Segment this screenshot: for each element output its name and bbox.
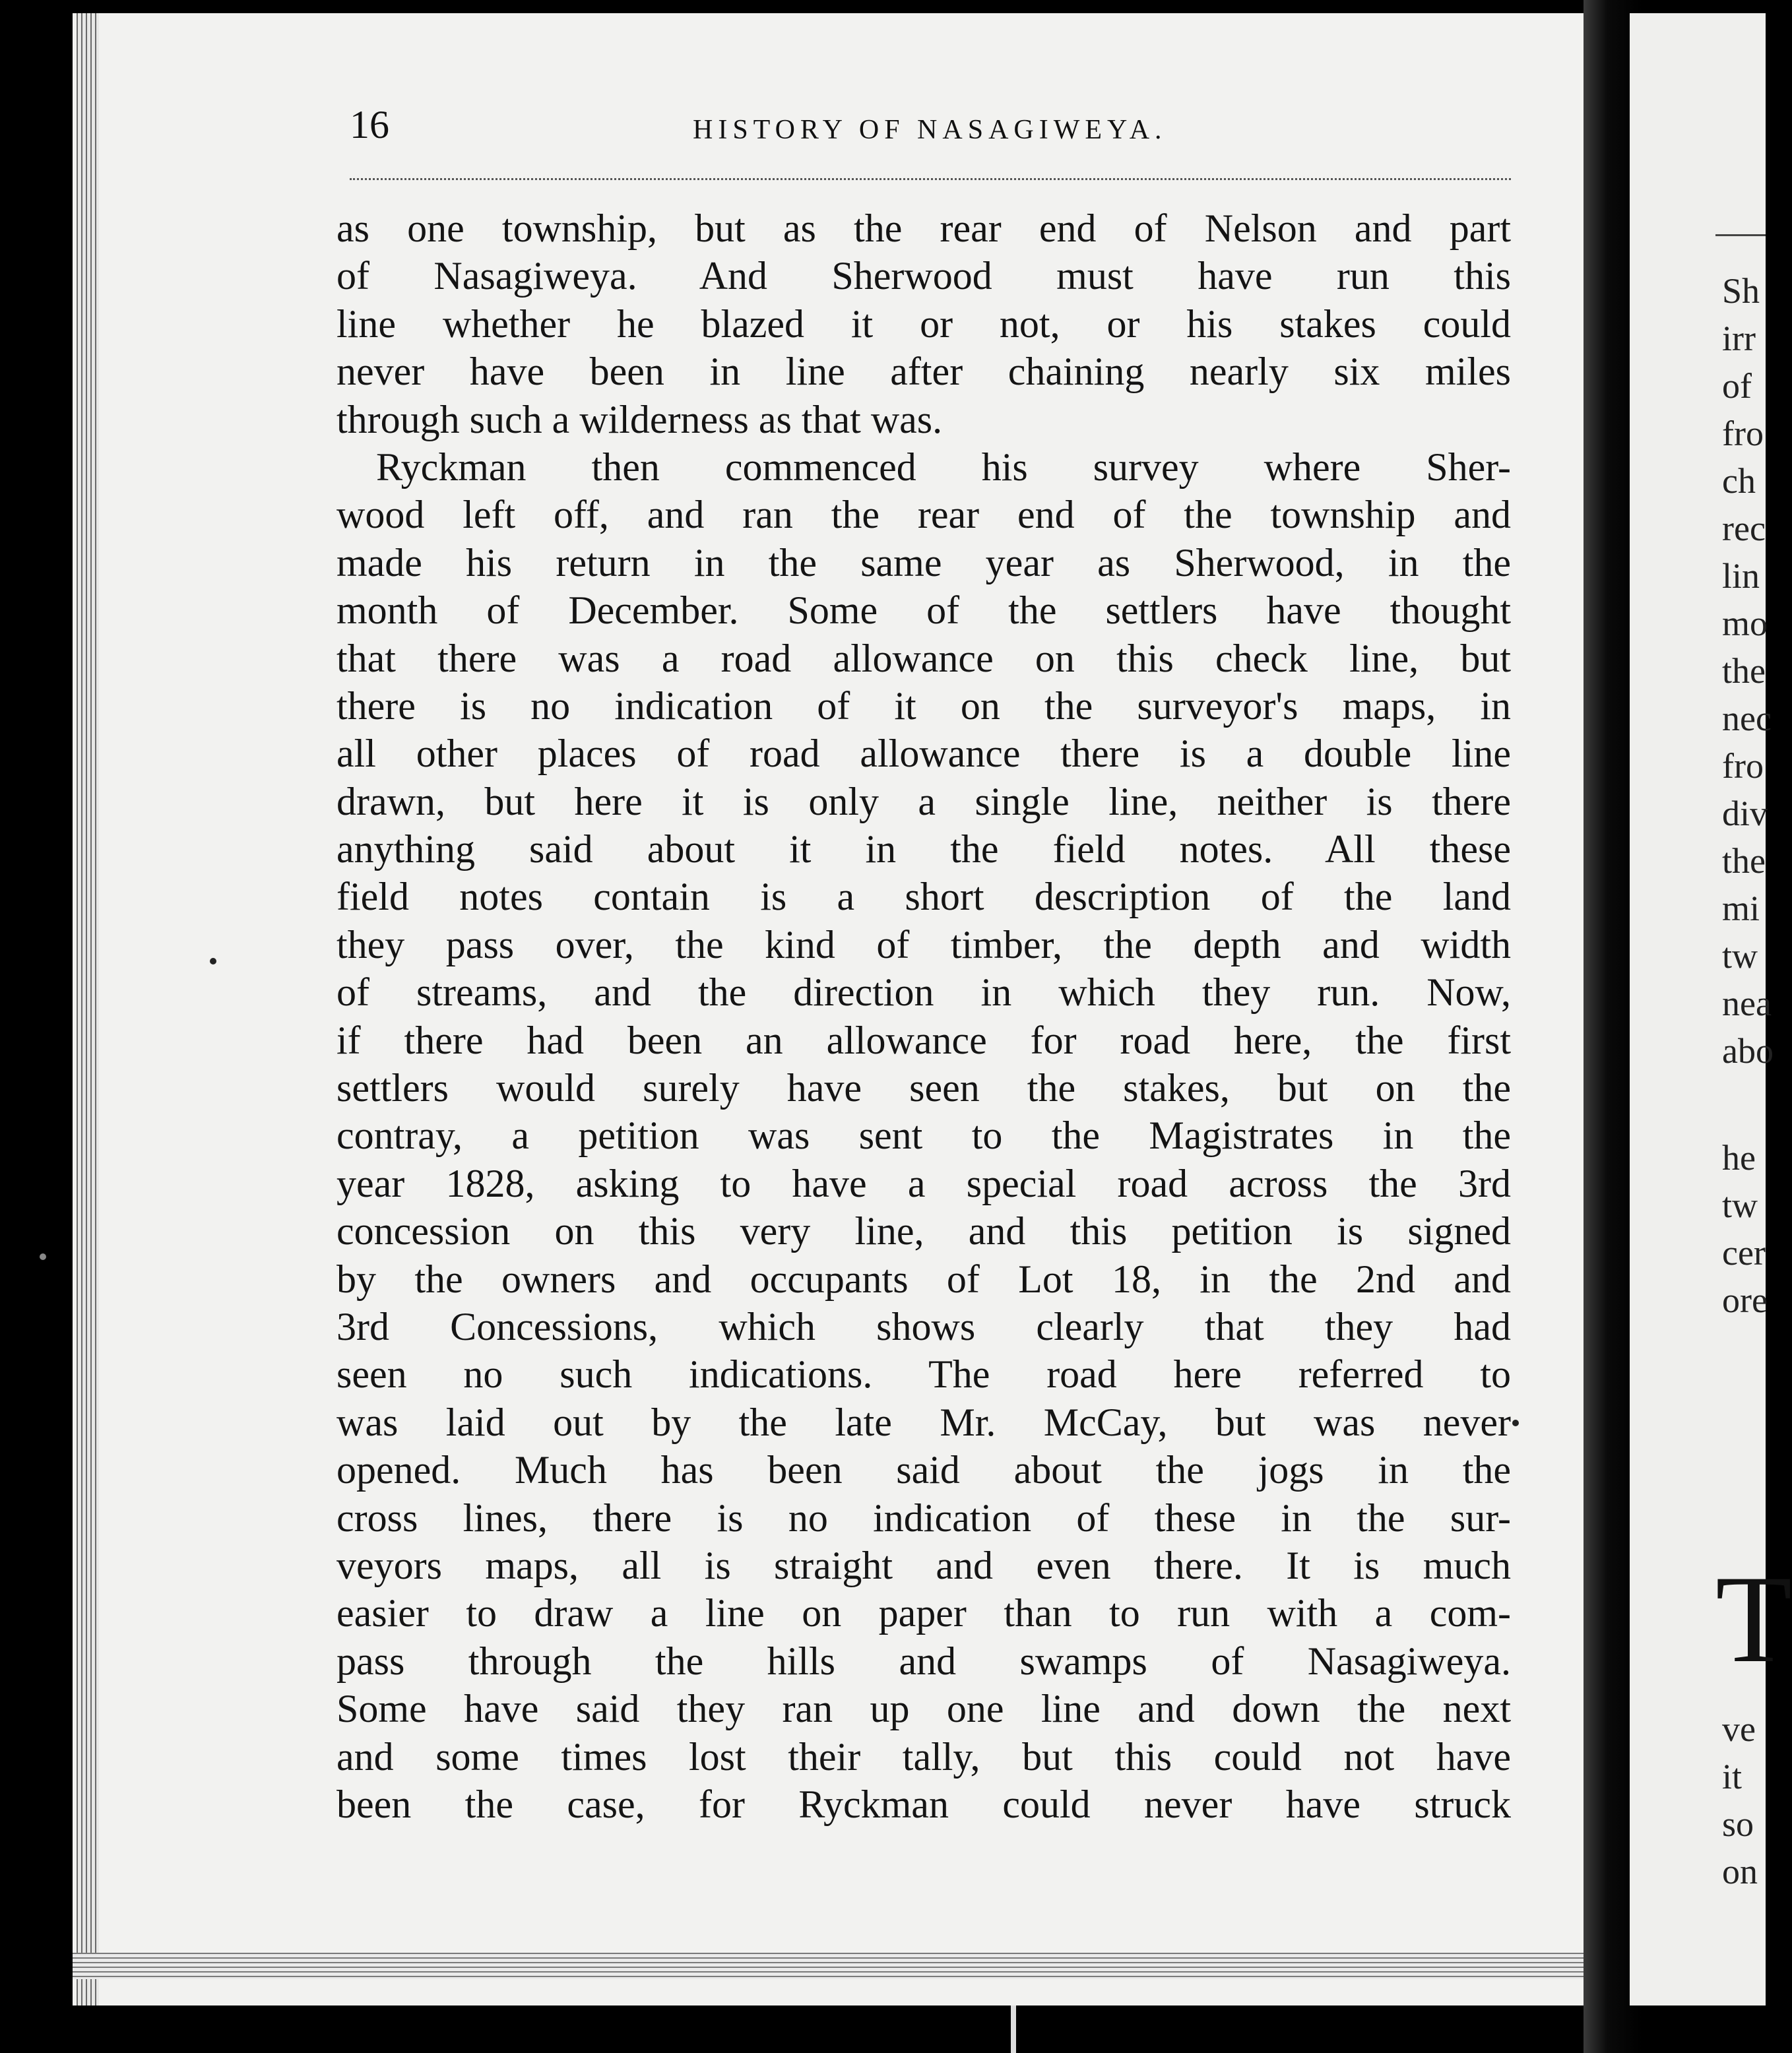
text-line: contray, a petition was sent to the Magistrates in the bbox=[336, 1114, 1511, 1158]
text-line: never have been in line after chaining nearly six miles bbox=[336, 350, 1511, 394]
text-line: month of December. Some of the settlers have thought bbox=[336, 588, 1511, 633]
running-head: HISTORY OF NASAGIWEYA. bbox=[693, 115, 1167, 145]
page-number: 16 bbox=[350, 103, 389, 146]
text-line: cross lines, there is no indication of these in the sur- bbox=[336, 1496, 1511, 1540]
page-edge-lines bbox=[77, 13, 99, 2006]
scan-speck bbox=[210, 958, 216, 964]
right-fragment: lin bbox=[1722, 556, 1760, 596]
right-fragment: irr bbox=[1722, 319, 1756, 358]
text-line: field notes contain is a short description of the land bbox=[336, 875, 1511, 919]
body-text bbox=[336, 205, 1511, 1828]
text-line: seen no such indications. The road here referred to bbox=[336, 1352, 1511, 1397]
header-rule bbox=[350, 178, 1511, 180]
page-header bbox=[350, 102, 1504, 155]
text-line: year 1828, asking to have a special road across the 3rd bbox=[336, 1161, 1511, 1205]
right-fragment: rec bbox=[1722, 509, 1766, 548]
text-line: of Nasagiweya. And Sherwood must have run this bbox=[336, 254, 1511, 298]
text-line: that there was a road allowance on this check line, but bbox=[336, 636, 1511, 680]
right-fragment: mo bbox=[1722, 604, 1768, 643]
text-line: veyors maps, all is straight and even there. It is much bbox=[336, 1543, 1511, 1587]
right-fragment: ve bbox=[1722, 1709, 1756, 1749]
text-line: made his return in the same year as Sherwood, in the bbox=[336, 540, 1511, 584]
right-fragment: fro bbox=[1722, 746, 1764, 786]
scan-speck bbox=[40, 1253, 46, 1260]
right-fragment: so bbox=[1722, 1804, 1754, 1844]
right-page-text bbox=[1715, 0, 1792, 2053]
right-fragment: nea bbox=[1722, 984, 1772, 1023]
right-fragment: abo bbox=[1722, 1031, 1774, 1071]
scan-speck bbox=[1512, 1420, 1519, 1426]
scan-mark bbox=[1011, 2006, 1016, 2053]
right-fragment: the bbox=[1722, 651, 1766, 691]
text-line: through such a wilderness as that was. bbox=[336, 397, 943, 441]
text-line: there is no indication of it on the surveyor's maps, in bbox=[336, 683, 1511, 728]
text-line: as one township, but as the rear end of Nelson and part bbox=[336, 206, 1511, 250]
text-line: 3rd Concessions, which shows clearly that they had bbox=[336, 1304, 1511, 1348]
text-line: they pass over, the kind of timber, the depth and width bbox=[336, 922, 1511, 966]
right-page-rule bbox=[1715, 234, 1766, 236]
text-line: and some times lost their tally, but this could not have bbox=[336, 1734, 1511, 1779]
text-line: settlers would surely have seen the stakes, but on the bbox=[336, 1066, 1511, 1110]
right-fragment: ore bbox=[1722, 1280, 1768, 1320]
text-line: if there had been an allowance for road here, the first bbox=[336, 1018, 1511, 1062]
text-line: Ryckman then commenced his survey where Sher- bbox=[376, 445, 1511, 489]
text-line: drawn, but here it is only a single line, neither is there bbox=[336, 779, 1511, 823]
text-line: opened. Much has been said about the jogs in the bbox=[336, 1448, 1511, 1492]
right-fragment: on bbox=[1722, 1852, 1758, 1891]
text-line: Some have said they ran up one line and down the next bbox=[336, 1687, 1511, 1731]
text-line: wood left off, and ran the rear end of the township and bbox=[336, 493, 1511, 537]
drop-cap: T bbox=[1715, 1550, 1792, 1689]
text-line: of streams, and the direction in which they run. Now, bbox=[336, 970, 1511, 1015]
right-fragment: it bbox=[1722, 1757, 1743, 1796]
right-fragment: ch bbox=[1722, 461, 1756, 501]
right-fragment: tw bbox=[1722, 936, 1758, 976]
right-fragment: mi bbox=[1722, 889, 1760, 928]
right-fragment: nec bbox=[1722, 699, 1772, 738]
text-line: line whether he blazed it or not, or his stakes could bbox=[336, 301, 1511, 346]
text-line: all other places of road allowance there is a double line bbox=[336, 732, 1511, 776]
right-fragment: he bbox=[1722, 1138, 1756, 1178]
right-fragment: the bbox=[1722, 841, 1766, 881]
text-line: anything said about it in the field notes. All these bbox=[336, 827, 1511, 871]
text-line: pass through the hills and swamps of Nasagiweya. bbox=[336, 1639, 1511, 1683]
text-line: by the owners and occupants of Lot 18, in the 2nd and bbox=[336, 1257, 1511, 1301]
right-fragment: of bbox=[1722, 366, 1752, 406]
right-fragment: cer bbox=[1722, 1233, 1766, 1273]
right-fragment: Sh bbox=[1722, 271, 1760, 311]
right-fragment: tw bbox=[1722, 1185, 1758, 1225]
text-line: easier to draw a line on paper than to run with a com- bbox=[336, 1591, 1511, 1635]
text-line: was laid out by the late Mr. McCay, but was never bbox=[336, 1400, 1511, 1444]
right-fragment: div bbox=[1722, 794, 1768, 833]
right-fragment: fro bbox=[1722, 414, 1764, 453]
text-line: concession on this very line, and this petition is signed bbox=[336, 1209, 1511, 1253]
bottom-page-edges bbox=[73, 1953, 1590, 1979]
text-line: been the case, for Ryckman could never have struck bbox=[336, 1782, 1511, 1826]
